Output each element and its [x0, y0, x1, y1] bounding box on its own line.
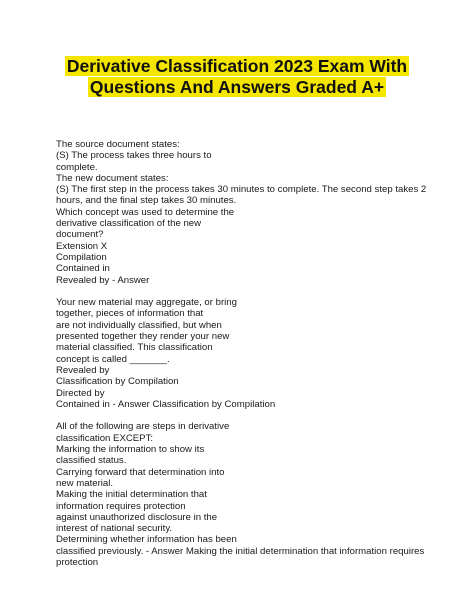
- text-line: together, pieces of information that: [56, 308, 204, 320]
- answer-option: interest of national security.: [56, 523, 173, 535]
- paragraph-gap: [56, 286, 426, 297]
- answer-option: Making the initial determination that: [56, 489, 207, 501]
- answer-option: Directed by: [56, 387, 105, 399]
- answer-option: protection: [56, 556, 99, 568]
- text-line: derivative classification of the new: [56, 218, 202, 230]
- answer-option: Revealed by - Answer: [56, 274, 150, 286]
- answer-option: classified previously. - Answer Making the initial determination that information requires: [56, 545, 425, 557]
- paragraph-gap: [56, 410, 426, 421]
- text-line: Your new material may aggregate, or bring: [56, 297, 237, 309]
- text-line: complete.: [56, 161, 98, 173]
- answer-option: Determining whether information has been: [56, 534, 237, 546]
- text-line: The new document states:: [56, 172, 169, 184]
- text-line: concept is called _______.: [56, 353, 170, 365]
- answer-option: Extension X: [56, 240, 108, 252]
- answer-option: Contained in: [56, 263, 110, 275]
- answer-option: against unauthorized disclosure in the: [56, 511, 218, 523]
- question-block-3: [56, 421, 426, 568]
- answer-option: Compilation: [56, 251, 107, 263]
- text-line: The source document states:: [56, 139, 180, 150]
- text-line: All of the following are steps in derivative: [56, 421, 230, 433]
- text-line: document?: [56, 229, 104, 241]
- text-line: hours, and the final step takes 30 minutes.: [56, 195, 237, 207]
- answer-option: new material.: [56, 477, 114, 489]
- answer-option: Classification by Compilation: [56, 376, 179, 388]
- answer-option: classified status.: [56, 455, 127, 467]
- question-block-1: [56, 139, 426, 286]
- answer-option: Marking the information to show its: [56, 444, 205, 456]
- text-line: presented together they render your new: [56, 331, 230, 343]
- answer-option: information requires protection: [56, 500, 186, 512]
- document-body: [56, 139, 426, 568]
- title-line-2: Questions And Answers Graded A+: [89, 77, 385, 97]
- text-line: (S) The process takes three hours to: [56, 150, 212, 162]
- answer-option: Revealed by: [56, 364, 110, 376]
- text-line: classification EXCEPT:: [56, 432, 154, 444]
- text-line: material classified. This classification: [56, 342, 213, 354]
- answer-option: Contained in - Answer Classification by Compilation: [56, 398, 276, 410]
- text-line: (S) The first step in the process takes 30 minutes to complete. The second step takes 2: [56, 184, 427, 196]
- document-title: [40, 56, 434, 98]
- title-line-1: Derivative Classification 2023 Exam With: [66, 56, 408, 76]
- text-line: Which concept was used to determine the: [56, 206, 235, 218]
- text-line: are not individually classified, but when: [56, 319, 222, 331]
- question-block-2: [56, 297, 426, 410]
- answer-option: Carrying forward that determination into: [56, 466, 225, 478]
